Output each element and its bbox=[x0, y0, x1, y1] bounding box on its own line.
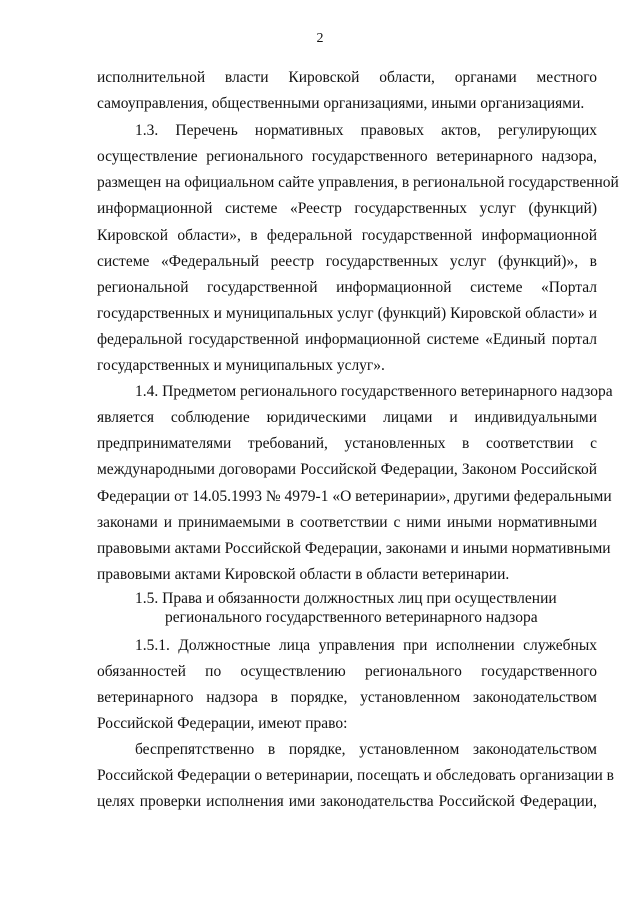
section-heading: регионального государственного ветеринарного надзора bbox=[165, 609, 538, 626]
text-line: Федерации от 14.05.1993 № 4979-1 «О ветеринарии», другими федеральными bbox=[97, 488, 612, 505]
text-line: беспрепятственно в порядке, установленном законодательством bbox=[135, 741, 597, 758]
text-line: 1.3. Перечень нормативных правовых актов, регулирующих bbox=[135, 122, 597, 139]
text-line: государственных и муниципальных услуг (функций) Кировской области» и bbox=[97, 305, 597, 322]
text-line: самоуправления, общественными организациями, иными организациями. bbox=[97, 95, 585, 112]
text-line: Российской Федерации о ветеринарии, посещать и обследовать организации в bbox=[97, 767, 614, 784]
section-heading: 1.5. Права и обязанности должностных лиц при осуществлении bbox=[135, 590, 557, 607]
text-line: предпринимателями требований, установленных в соответствии с bbox=[97, 435, 597, 452]
text-line: обязанностей по осуществлению регионального государственного bbox=[97, 663, 597, 680]
page-number: 2 bbox=[316, 31, 324, 46]
text-line: 1.5.1. Должностные лица управления при исполнении служебных bbox=[135, 637, 597, 654]
text-line: 1.4. Предметом регионального государственного ветеринарного надзора bbox=[135, 383, 613, 400]
text-line: информационной системе «Реестр государственных услуг (функций) bbox=[97, 200, 597, 217]
text-line: правовыми актами Кировской области в области ветеринарии. bbox=[97, 566, 510, 583]
text-line: федеральной государственной информационной системе «Единый портал bbox=[97, 331, 597, 348]
text-line: исполнительной власти Кировской области, органами местного bbox=[97, 69, 597, 86]
text-line: Кировской области», в федеральной государственной информационной bbox=[97, 227, 597, 244]
text-line: осуществление регионального государственного ветеринарного надзора, bbox=[97, 148, 597, 165]
text-line: ветеринарного надзора в порядке, установленном законодательством bbox=[97, 689, 597, 706]
text-line: правовыми актами Российской Федерации, законами и иными нормативными bbox=[97, 540, 611, 557]
text-line: целях проверки исполнения ими законодательства Российской Федерации, bbox=[97, 793, 597, 810]
text-line: региональной государственной информационной системе «Портал bbox=[97, 279, 597, 296]
text-line: системе «Федеральный реестр государственных услуг (функций)», в bbox=[97, 253, 597, 270]
text-line: является соблюдение юридическими лицами и индивидуальными bbox=[97, 409, 597, 426]
text-line: законами и принимаемыми в соответствии с ними иными нормативными bbox=[97, 514, 597, 531]
text-line: государственных и муниципальных услуг». bbox=[97, 357, 385, 374]
text-line: международными договорами Российской Федерации, Законом Российской bbox=[97, 461, 597, 478]
text-line: размещен на официальном сайте управления, в региональной государственной bbox=[97, 174, 619, 191]
text-line: Российской Федерации, имеют право: bbox=[97, 715, 348, 732]
